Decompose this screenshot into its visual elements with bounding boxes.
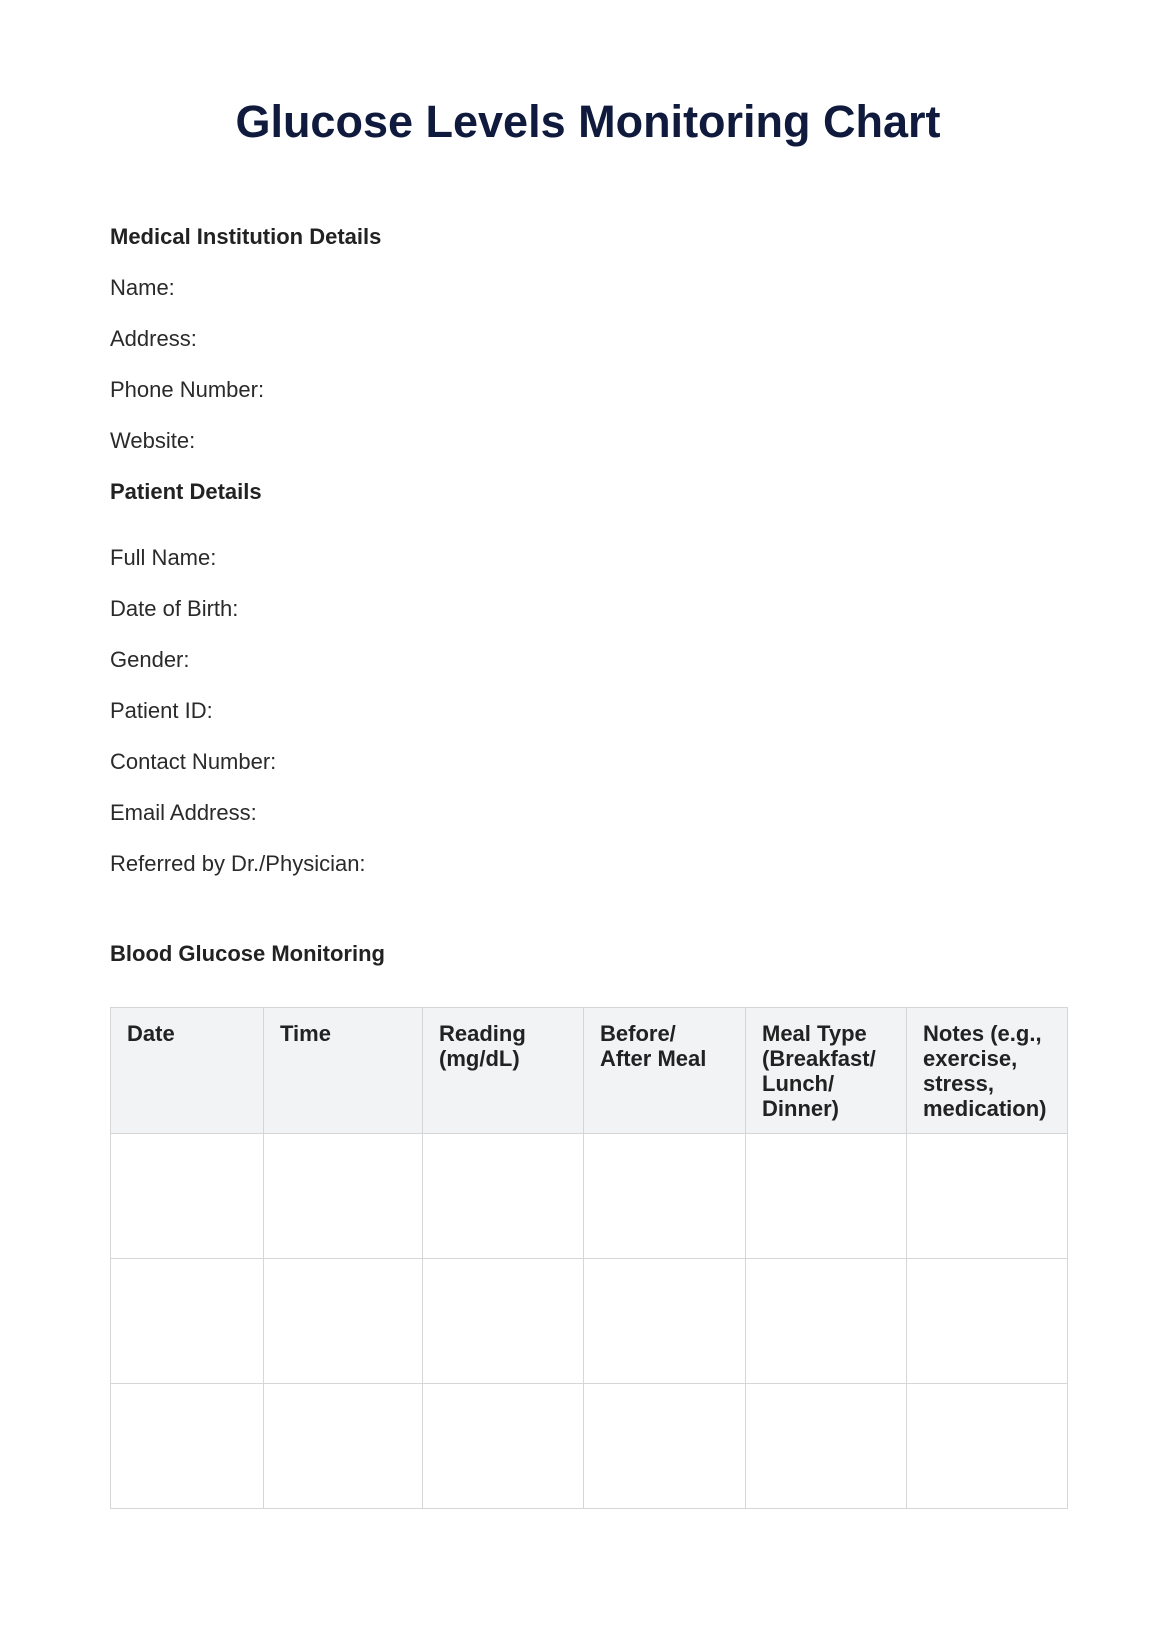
table-cell-reading[interactable] (423, 1384, 584, 1509)
table-cell-meal-type[interactable] (746, 1384, 907, 1509)
table-cell-time[interactable] (264, 1134, 423, 1259)
table-cell-date[interactable] (111, 1384, 264, 1509)
table-cell-reading[interactable] (423, 1134, 584, 1259)
column-header-date: Date (111, 1008, 264, 1134)
table-row (111, 1134, 1068, 1259)
column-header-reading: Reading (mg/dL) (423, 1008, 584, 1134)
table-cell-before-after-meal[interactable] (584, 1384, 746, 1509)
patient-details-heading: Patient Details (110, 479, 262, 504)
table-row (111, 1384, 1068, 1509)
table-cell-notes[interactable] (907, 1384, 1068, 1509)
table-cell-time[interactable] (264, 1259, 423, 1384)
patient-id-label: Patient ID: (110, 698, 213, 723)
patient-dob-label: Date of Birth: (110, 596, 239, 621)
table-cell-time[interactable] (264, 1384, 423, 1509)
institution-details-heading: Medical Institution Details (110, 224, 382, 249)
table-cell-meal-type[interactable] (746, 1134, 907, 1259)
column-header-meal-type: Meal Type (Breakfast/ Lunch/ Dinner) (746, 1008, 907, 1134)
glucose-monitoring-heading: Blood Glucose Monitoring (110, 941, 385, 966)
institution-phone-label: Phone Number: (110, 377, 265, 402)
column-header-time: Time (264, 1008, 423, 1134)
institution-name-label: Name: (110, 275, 175, 300)
institution-website-label: Website: (110, 428, 196, 453)
page-title: Glucose Levels Monitoring Chart (235, 96, 941, 147)
table-cell-before-after-meal[interactable] (584, 1134, 746, 1259)
column-header-before-after-meal: Before/ After Meal (584, 1008, 746, 1134)
patient-gender-label: Gender: (110, 647, 190, 672)
institution-address-label: Address: (110, 326, 197, 351)
table-cell-notes[interactable] (907, 1134, 1068, 1259)
column-header-notes: Notes (e.g., exercise, stress, medication) (907, 1008, 1068, 1134)
table-cell-before-after-meal[interactable] (584, 1259, 746, 1384)
table-cell-meal-type[interactable] (746, 1259, 907, 1384)
table-row (111, 1259, 1068, 1384)
table-header-row (111, 1008, 1068, 1134)
referring-physician-label: Referred by Dr./Physician: (110, 851, 366, 876)
patient-full-name-label: Full Name: (110, 545, 217, 570)
glucose-monitoring-table (110, 1007, 1068, 1509)
patient-contact-label: Contact Number: (110, 749, 277, 774)
table-cell-date[interactable] (111, 1259, 264, 1384)
table-cell-date[interactable] (111, 1134, 264, 1259)
table-cell-reading[interactable] (423, 1259, 584, 1384)
table-cell-notes[interactable] (907, 1259, 1068, 1384)
patient-email-label: Email Address: (110, 800, 257, 825)
